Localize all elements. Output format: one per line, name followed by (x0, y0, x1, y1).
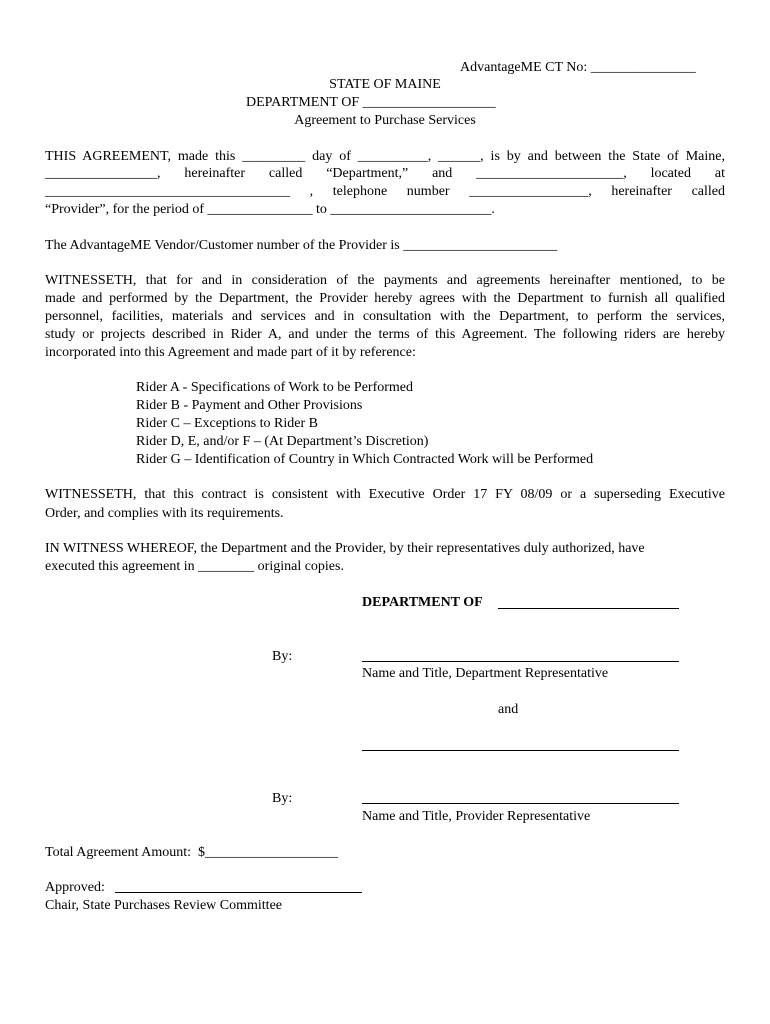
rider-item: Rider A - Specifications of Work to be Performed (136, 380, 413, 395)
state-title: STATE OF MAINE (329, 77, 441, 92)
approved-signature-line[interactable] (115, 892, 362, 893)
department-name-field[interactable] (498, 608, 679, 609)
by-label-department: By: (272, 649, 293, 664)
provider-representative-caption: Name and Title, Provider Representative (362, 809, 591, 824)
intro-line-3: ___________________________________ , telephone number _________________, hereinafter called (45, 184, 725, 199)
in-witness-line-1: IN WITNESS WHEREOF, the Department and the Provider, by their representatives duly authorized, have (45, 541, 645, 556)
ct-number-line: AdvantageME CT No: _______________ (460, 60, 696, 75)
approved-label: Approved: (45, 880, 105, 895)
witnesseth-line: study or projects described in Rider A, and under the terms of this Agreement. The following riders are hereby (45, 327, 725, 342)
rider-item: Rider B - Payment and Other Provisions (136, 398, 363, 413)
chair-caption: Chair, State Purchases Review Committee (45, 898, 283, 913)
executive-order-line-2: Order, and complies with its requirements. (45, 506, 284, 521)
rider-item: Rider D, E, and/or F – (At Department’s Discretion) (136, 434, 429, 449)
rider-item: Rider G – Identification of Country in Which Contracted Work will be Performed (136, 452, 594, 467)
vendor-number-line: The AdvantageME Vendor/Customer number of the Provider is ______________________ (45, 238, 558, 253)
by-label-provider: By: (272, 791, 293, 806)
intro-line-2: ________________, hereinafter called “Department,” and _____________________, located at (45, 166, 725, 181)
department-signature-line[interactable] (362, 661, 679, 662)
intro-line-1: THIS AGREEMENT, made this _________ day of __________, ______, is by and between the State of Maine, (45, 149, 725, 164)
witnesseth-line: personnel, facilities, materials and services and in consultation with the Department, to perform the services, (45, 309, 725, 324)
witnesseth-line: made and performed by the Department, the Provider hereby agrees with the Department to furnish all qualified (45, 291, 725, 306)
executive-order-line-1: WITNESSETH, that this contract is consistent with Executive Order 17 FY 08/09 or a superseding Executive (45, 487, 725, 502)
additional-signature-line[interactable] (362, 750, 679, 751)
agreement-subtitle: Agreement to Purchase Services (294, 113, 476, 128)
signature-department-label: DEPARTMENT OF (362, 595, 483, 610)
intro-line-4: “Provider”, for the period of _______________ to _______________________. (45, 202, 495, 217)
witnesseth-paragraph (45, 272, 725, 362)
and-separator: and (498, 702, 519, 717)
provider-signature-line[interactable] (362, 803, 679, 804)
department-line: DEPARTMENT OF ___________________ (246, 95, 496, 110)
rider-item: Rider C – Exceptions to Rider B (136, 416, 318, 431)
total-agreement-amount: Total Agreement Amount: $___________________ (45, 845, 338, 860)
witnesseth-line-last: incorporated into this Agreement and made part of it by reference: (45, 345, 416, 360)
witnesseth-line: WITNESSETH, that for and in consideration of the payments and agreements hereinafter mentioned, to be (45, 273, 725, 288)
in-witness-line-2: executed this agreement in ________ original copies. (45, 559, 344, 574)
department-representative-caption: Name and Title, Department Representative (362, 666, 609, 681)
